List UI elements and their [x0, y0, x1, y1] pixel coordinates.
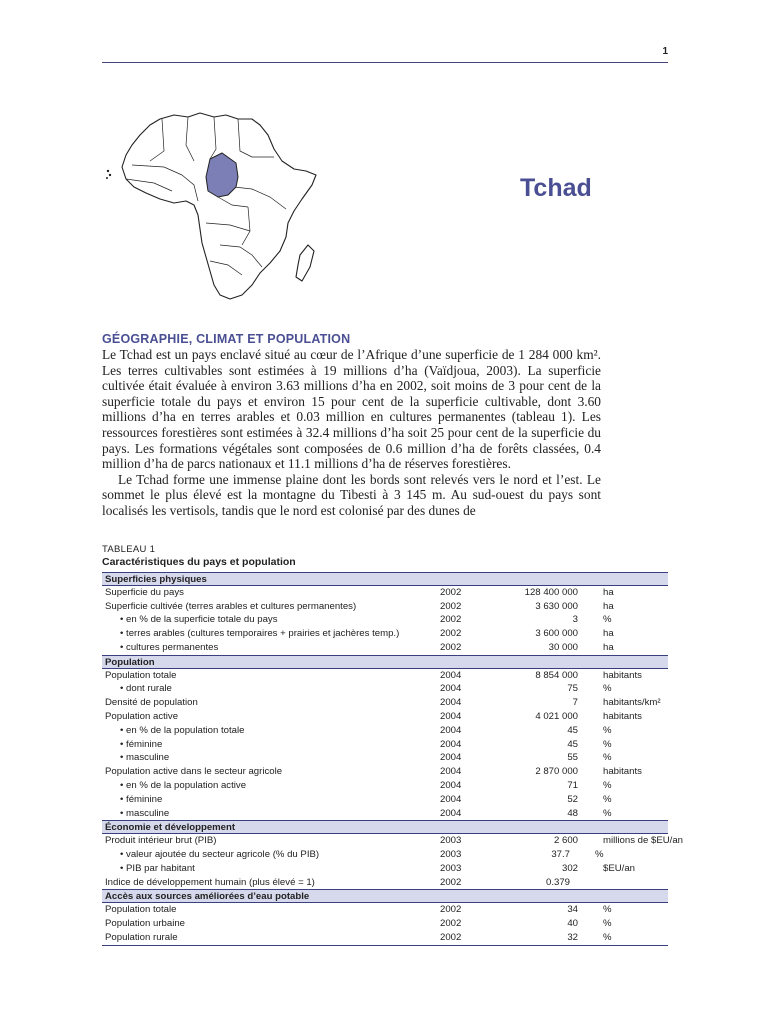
row-label: • en % de la population active: [102, 779, 440, 793]
row-value: 8 854 000: [535, 669, 578, 681]
row-label: Densité de population: [105, 697, 198, 709]
row-unit: [574, 876, 660, 890]
row-unit: habitants: [603, 669, 642, 681]
row-year: 2002: [440, 931, 462, 943]
row-label: Population active dans le secteur agricole: [105, 766, 283, 778]
table-row: [102, 724, 668, 738]
row-label: • en % de la population totale: [102, 724, 440, 738]
row-label: Produit intérieur brut (PIB): [105, 835, 217, 847]
row-value: 45: [567, 738, 578, 750]
table-row: [102, 931, 668, 945]
table-row: [102, 765, 668, 779]
row-value: 3: [572, 614, 578, 626]
row-unit: ha: [603, 600, 614, 612]
row-label: Population rurale: [105, 931, 178, 943]
row-year: 2003: [440, 862, 462, 874]
row-year: 2004: [440, 683, 462, 695]
row-year: 2004: [440, 766, 462, 778]
table-row: [102, 613, 668, 627]
row-unit: ha: [603, 586, 614, 598]
row-label: • PIB par habitant: [102, 862, 440, 876]
row-year: 2003: [440, 848, 462, 860]
row-year: 2002: [440, 904, 462, 916]
row-unit: %: [603, 793, 612, 805]
row-unit: %: [603, 904, 612, 916]
table-row: [102, 696, 668, 710]
row-value: 37.7: [551, 848, 570, 860]
row-value: 40: [567, 917, 578, 929]
row-unit: %: [603, 724, 612, 736]
table-row: [102, 903, 668, 917]
table-row: [102, 586, 668, 600]
row-unit: %: [603, 614, 612, 626]
row-value: 45: [567, 724, 578, 736]
row-year: 2004: [440, 738, 462, 750]
row-label: Superficie du pays: [105, 586, 184, 598]
row-unit: millions de $EU/an: [603, 835, 683, 847]
table-row: [102, 834, 683, 848]
row-unit: %: [595, 848, 604, 860]
row-label: • dont rurale: [102, 682, 440, 696]
table-row: [102, 793, 668, 807]
row-label: Population active: [105, 710, 179, 722]
row-value: 32: [567, 931, 578, 943]
row-year: 2002: [440, 600, 462, 612]
row-value: 7: [572, 697, 578, 709]
row-label: • valeur ajoutée du secteur agricole (% du PIB): [102, 848, 440, 862]
row-year: 2004: [440, 697, 462, 709]
section-heading: GÉOGRAPHIE, CLIMAT ET POPULATION: [102, 332, 351, 346]
row-label: Superficie cultivée (terres arables et cultures permanentes): [105, 600, 357, 612]
row-label: • masculine: [102, 751, 440, 765]
row-value: 4 021 000: [535, 710, 578, 722]
row-unit: habitants: [603, 710, 642, 722]
table-row: [102, 710, 668, 724]
table-row: [102, 862, 668, 876]
row-year: 2002: [440, 628, 462, 640]
row-unit: $EU/an: [603, 862, 635, 874]
row-year: 2002: [440, 876, 462, 888]
row-label: • cultures permanentes: [102, 641, 440, 655]
row-unit: %: [603, 917, 612, 929]
cape-verde-dot: [107, 170, 109, 172]
row-year: 2003: [440, 835, 462, 847]
table-row: [102, 682, 668, 696]
row-value: 2 600: [553, 835, 578, 847]
table-row: [102, 779, 668, 793]
row-value: 302: [561, 862, 578, 874]
africa-outline: [122, 113, 316, 299]
row-year: 2004: [440, 669, 462, 681]
body-text: [102, 347, 601, 519]
cape-verde-dot: [106, 177, 108, 179]
row-value: 34: [567, 904, 578, 916]
row-year: 2002: [440, 614, 462, 626]
row-unit: habitants: [603, 766, 642, 778]
table-section-heading: Population: [102, 655, 668, 669]
row-unit: %: [603, 779, 612, 791]
table-row: [102, 738, 668, 752]
cape-verde-dot: [109, 174, 111, 176]
table-row: [102, 641, 668, 655]
row-year: 2002: [440, 641, 462, 653]
page-number: 1: [662, 46, 668, 57]
row-label: Population totale: [105, 904, 177, 916]
row-unit: ha: [603, 628, 614, 640]
row-year: 2004: [440, 710, 462, 722]
table-row: [102, 917, 668, 931]
row-value: 30 000: [548, 641, 578, 653]
country-title: Tchad: [520, 174, 592, 202]
header-rule: [102, 62, 668, 63]
row-label: • masculine: [102, 807, 440, 821]
row-label: Population totale: [105, 669, 177, 681]
row-value: 2 870 000: [535, 766, 578, 778]
row-value: 75: [567, 683, 578, 695]
row-year: 2004: [440, 807, 462, 819]
row-value: 3 630 000: [535, 600, 578, 612]
row-year: 2004: [440, 724, 462, 736]
row-label: • féminine: [102, 738, 440, 752]
table-caption: Caractéristiques du pays et population: [102, 556, 296, 568]
africa-locator-map: [102, 105, 332, 305]
table-row: [102, 600, 668, 614]
row-label: Indice de développement humain (plus élevé = 1): [105, 876, 315, 888]
row-unit: %: [603, 752, 612, 764]
row-value: 55: [567, 752, 578, 764]
row-value: 0.379: [545, 876, 570, 888]
row-year: 2002: [440, 586, 462, 598]
row-label: Population urbaine: [105, 917, 186, 929]
row-unit: %: [603, 738, 612, 750]
row-value: 52: [567, 793, 578, 805]
table-bottom-rule: [102, 945, 668, 946]
row-value: 48: [567, 807, 578, 819]
row-year: 2004: [440, 752, 462, 764]
row-label: • terres arables (cultures temporaires + prairies et jachères temp.): [102, 627, 440, 641]
row-value: 3 600 000: [535, 628, 578, 640]
table-section-heading: Économie et développement: [102, 820, 668, 834]
table-row: [102, 627, 668, 641]
row-value: 71: [567, 779, 578, 791]
table-row: [102, 876, 668, 890]
row-year: 2004: [440, 779, 462, 791]
row-year: 2002: [440, 917, 462, 929]
table-row: [102, 848, 668, 862]
table-label: TABLEAU 1: [102, 544, 156, 555]
row-label: • féminine: [102, 793, 440, 807]
table-row: [102, 751, 668, 765]
table-section-heading: Superficies physiques: [102, 572, 668, 586]
row-unit: %: [603, 931, 612, 943]
row-year: 2004: [440, 793, 462, 805]
statistics-table: [102, 572, 683, 946]
paragraph: Le Tchad est un pays enclavé situé au cœur de l’Afrique d’une superficie de 1 284 000 km². Les terres cultivables sont estimées à 19 millions d’ha (Vaïdjoua, 2003). La superficie cultivée était évaluée à environ 3.63 millions d’ha en 2002, soit moins de 3 pour cent de la superficie totale du pays et environ 15 pour cent de la superficie cultivable, dont 3.60 millions d’ha en terres arables et 0.03 million en cultures permanentes (tableau 1). Les ressources forestières sont estimées à 32.4 millions d’ha soit 25 pour cent de la superficie du pays. Les formations végétales sont composées de 0.6 million d’ha de forêts classées, 0.4 million d’ha de parcs nationaux et 11.1 millions d’ha de réserves forestières.: [102, 347, 601, 472]
row-unit: %: [603, 807, 612, 819]
table-row: [102, 669, 668, 683]
row-unit: %: [603, 683, 612, 695]
row-label: • en % de la superficie totale du pays: [102, 613, 440, 627]
row-value: 128 400 000: [524, 586, 578, 598]
row-unit: habitants/km²: [603, 697, 661, 709]
table-section-heading: Accès aux sources améliorées d’eau potable: [102, 889, 668, 903]
madagascar-outline: [296, 245, 314, 281]
row-unit: ha: [603, 641, 614, 653]
table-row: [102, 807, 668, 821]
paragraph: Le Tchad forme une immense plaine dont les bords sont relevés vers le nord et l’est. Le sommet le plus élevé est la montagne du Tibesti à 3 145 m. Au sud-ouest du pays sont localisés les vertisols, tandis que le nord est colonisé par des dunes de: [102, 471, 601, 518]
